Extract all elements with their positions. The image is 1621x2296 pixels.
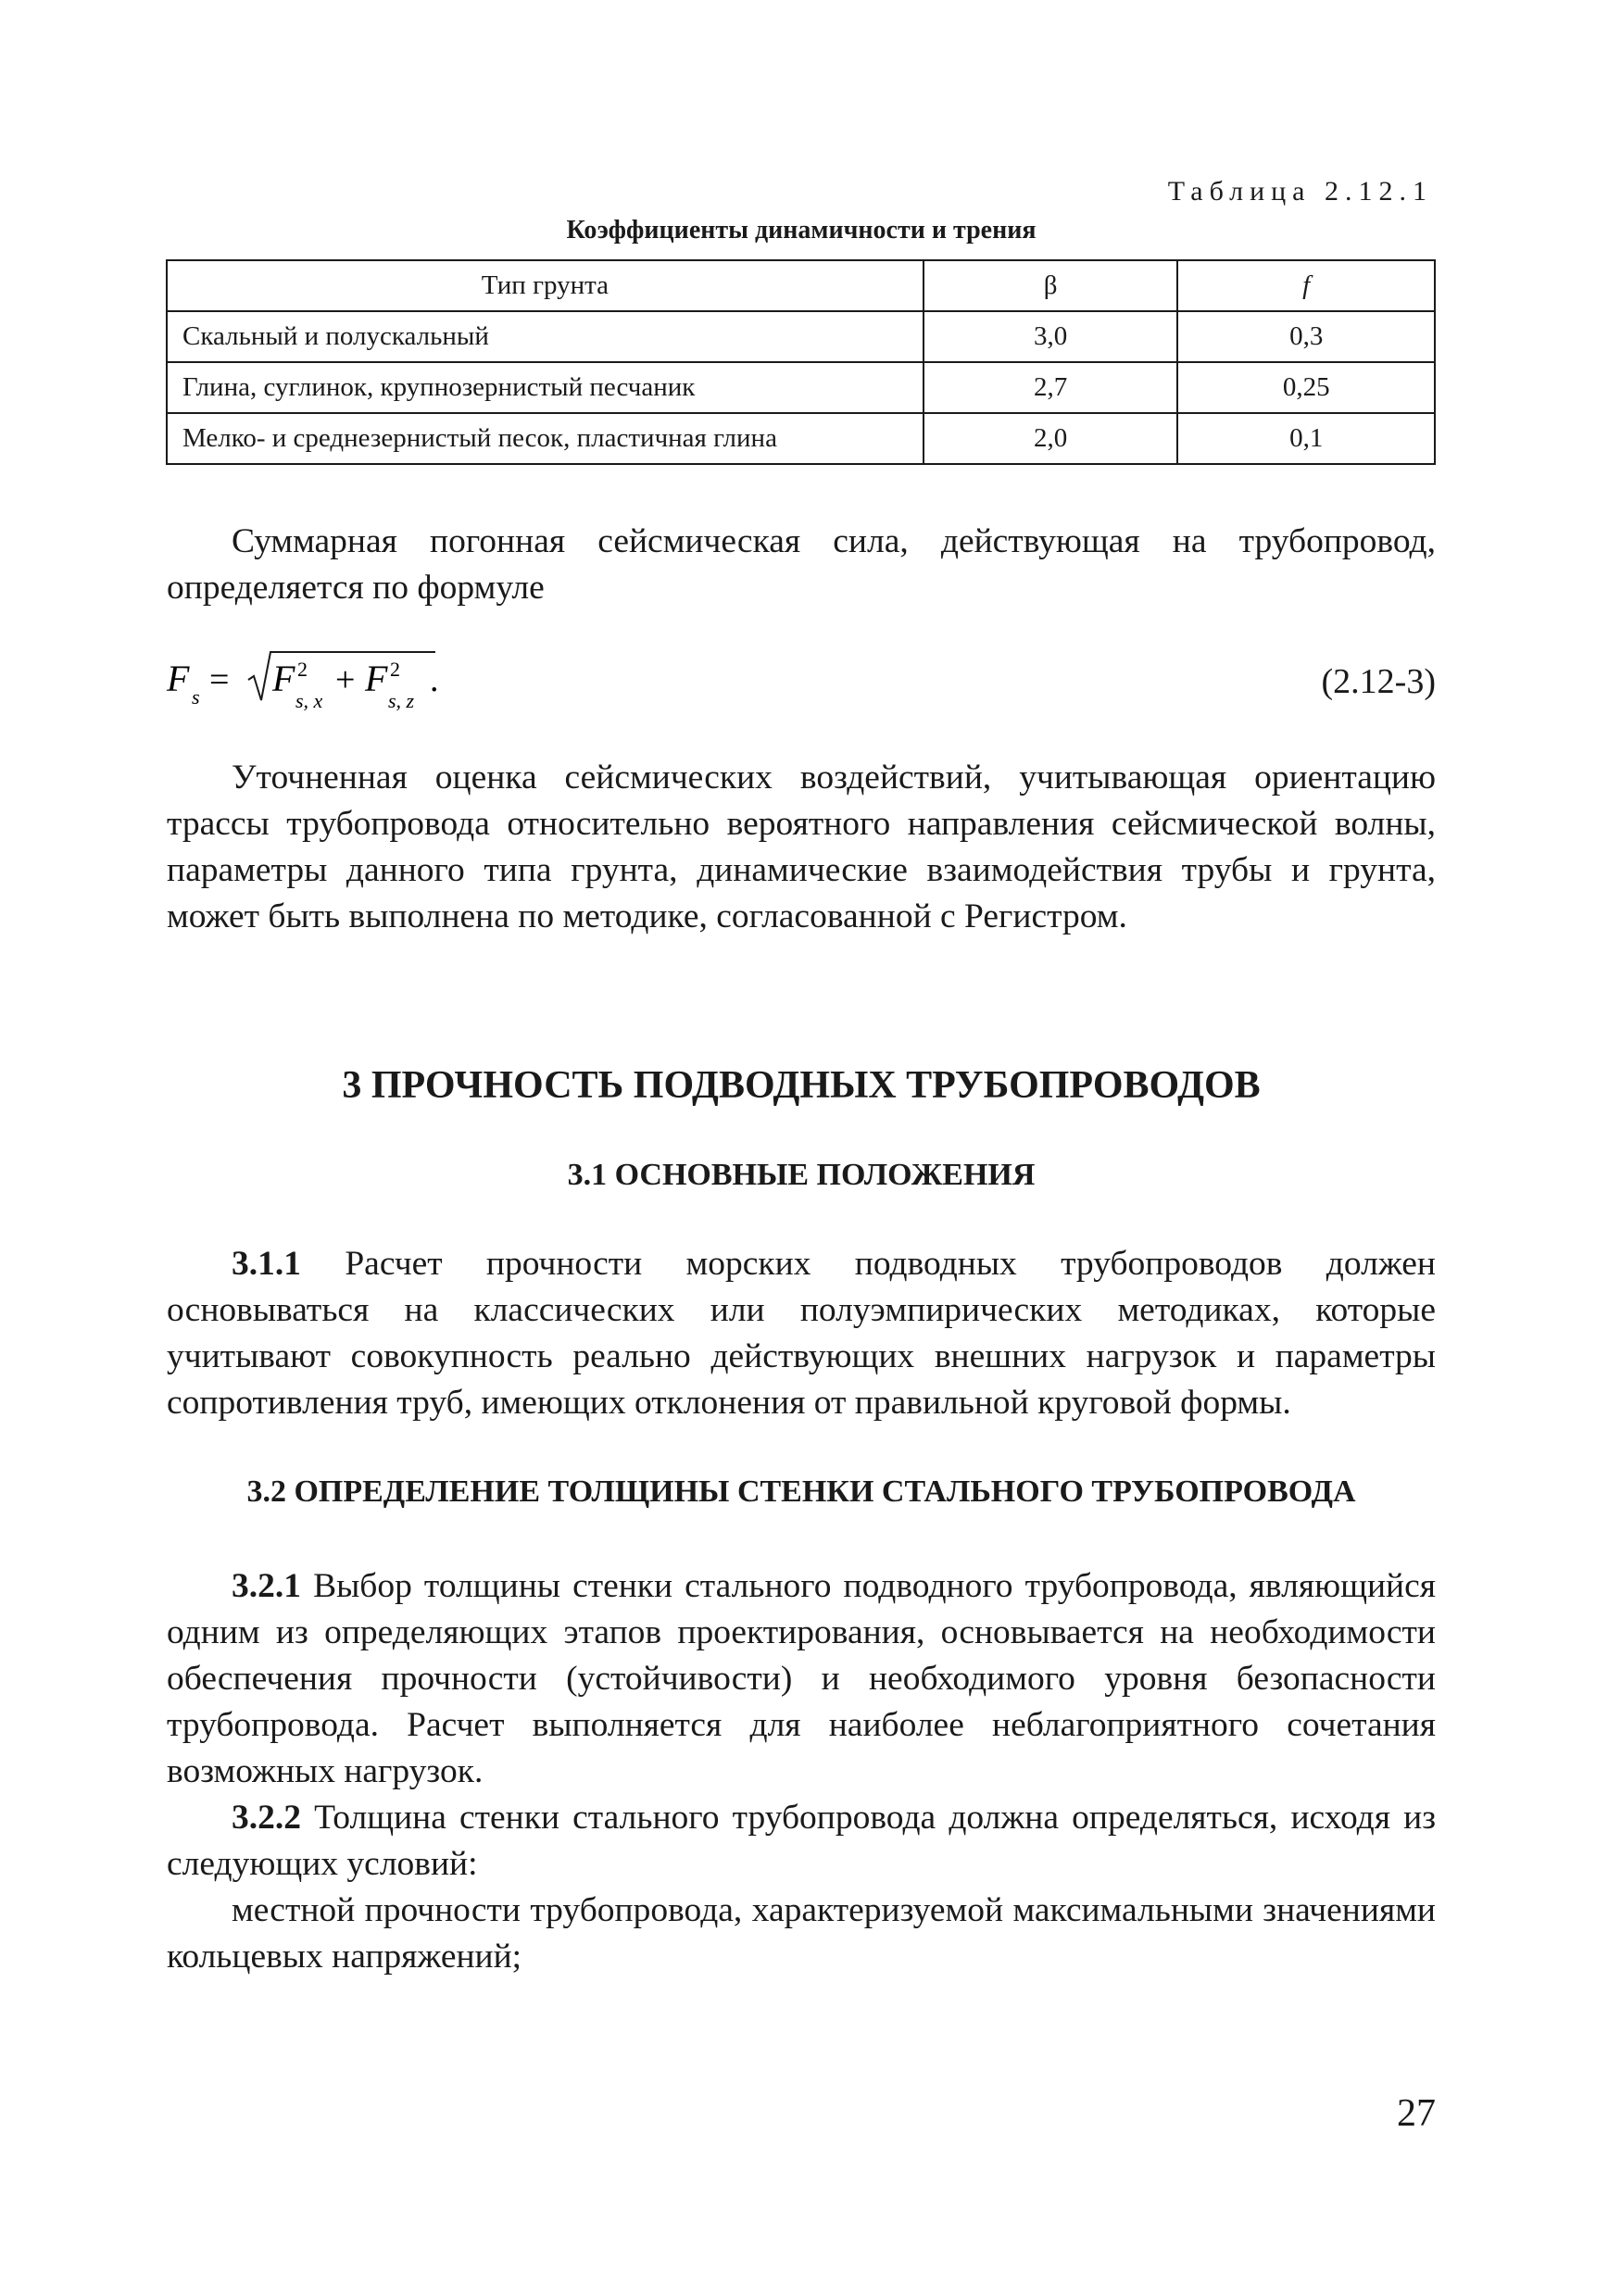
table-cell-beta: 2,0 (924, 413, 1178, 464)
formula-period: . (430, 660, 439, 699)
table-label: Таблица 2.12.1 (1167, 176, 1433, 207)
table-title: Коэффициенты динамичности и трения (566, 216, 1037, 245)
paragraph-local-strength: местной прочности трубопровода, характеризуемой максимальными значениями кольцевых напряжений; (167, 1891, 1436, 1976)
clause-number-3-1-1: 3.1.1 (232, 1245, 301, 1283)
table-header-beta: β (924, 260, 1178, 311)
formula-lhs: F (167, 658, 190, 699)
table-cell-f: 0,1 (1177, 413, 1435, 464)
subsection-heading-3-1: 3.1 ОСНОВНЫЕ ПОЛОЖЕНИЯ (567, 1158, 1036, 1192)
formula-term2-sub: s, z (388, 689, 415, 712)
table-cell-soil: Глина, суглинок, крупнозернистый песчаник (167, 362, 924, 413)
formula-term1-sub: s, x (295, 689, 323, 712)
table-cell-soil: Скальный и полускальный (167, 311, 924, 362)
table-cell-f: 0,25 (1177, 362, 1435, 413)
formula-number: (2.12-3) (1321, 662, 1436, 701)
formula-term2-sup: 2 (390, 658, 400, 681)
formula-plus: + (335, 660, 356, 699)
coefficients-table (166, 259, 1436, 465)
paragraph-total-force: Суммарная погонная сейсмическая сила, действующая на трубопровод, определяется по формуле (167, 522, 1436, 607)
section-heading-3: 3 ПРОЧНОСТЬ ПОДВОДНЫХ ТРУБОПРОВОДОВ (342, 1064, 1261, 1107)
table-cell-beta: 3,0 (924, 311, 1178, 362)
paragraph-3-2-1 (167, 1563, 1436, 1795)
formula-graphic (167, 648, 815, 732)
table-row (167, 311, 1435, 362)
clause-text-3-2-1: Выбор толщины стенки стального подводного трубопровода, являющийся одним из определяющих этапов проектирования, основывается на необходимости обеспечения прочности (устойчивости) и необходимого уровня безопасности трубопровода. Расчет выполняется для наиболее неблагоприятного сочетания возможных нагрузок. (167, 1567, 1436, 1790)
formula-term2: F (365, 658, 388, 699)
clause-text-3-2-2: Толщина стенки стального трубопровода должна определяться, исходя из следующих условий: (167, 1799, 1437, 1883)
clause-number-3-2-1: 3.2.1 (232, 1567, 301, 1605)
paragraph-3-2-2 (167, 1795, 1436, 1888)
table-cell-soil: Мелко- и среднезернистый песок, пластичная глина (167, 413, 924, 464)
table-header-soil-type: Тип грунта (167, 260, 924, 311)
table-row (167, 362, 1435, 413)
formula-term1-sup: 2 (297, 658, 308, 681)
table-header-f: f (1177, 260, 1435, 311)
subsection-heading-3-2: 3.2 ОПРЕДЕЛЕНИЕ ТОЛЩИНЫ СТЕНКИ СТАЛЬНОГО ТРУБОПРОВОДА (246, 1474, 1356, 1509)
paragraph-3-1-1 (167, 1241, 1436, 1426)
formula-lhs-sub: s (192, 685, 200, 709)
clause-number-3-2-2: 3.2.2 (232, 1799, 301, 1837)
table-header-row (167, 260, 1435, 311)
formula-term1: F (272, 658, 295, 699)
table-cell-beta: 2,7 (924, 362, 1178, 413)
table-row (167, 413, 1435, 464)
clause-text-3-1-1: Расчет прочности морских подводных трубопроводов должен основываться на классических или полуэмпирических методиках, которые учитывают совокупность реально действующих внешних нагрузок и параметры сопротивления труб, имеющих отклонения от правильной круговой формы. (167, 1245, 1436, 1422)
formula-equals: = (209, 660, 230, 699)
table-cell-f: 0,3 (1177, 311, 1435, 362)
paragraph-refined-estimate: Уточненная оценка сейсмических воздействий, учитывающая ориентацию трассы трубопровода относительно вероятного направления сейсмической волны, параметры данного типа грунта, динамические взаимодействия трубы и грунта, может быть выполнена по методике, согласованной с Регистром. (167, 759, 1436, 935)
formula-2-12-3 (167, 648, 1436, 732)
page-number: 27 (1397, 2092, 1436, 2135)
